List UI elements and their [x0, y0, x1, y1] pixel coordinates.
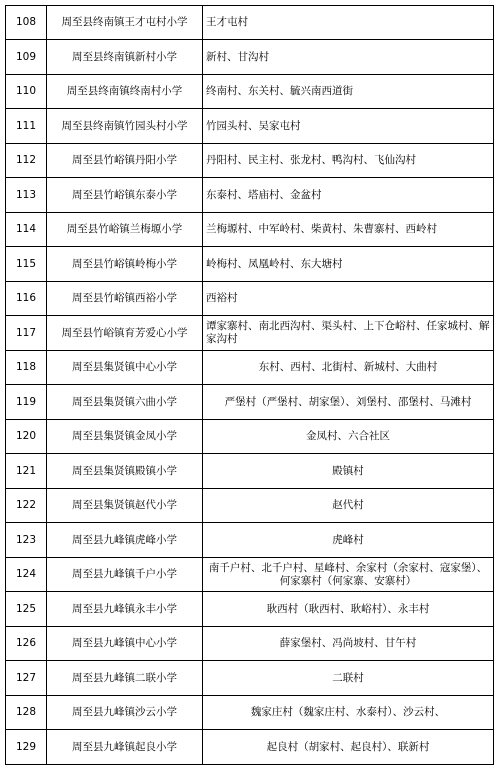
table-row [6, 109, 494, 144]
school-name: 周至县竹峪镇岭梅小学 [47, 247, 203, 282]
row-number: 121 [6, 454, 47, 489]
service-area: 竹园头村、吴家屯村 [203, 109, 494, 144]
school-name: 周至县终南镇王才屯村小学 [47, 6, 203, 40]
row-number: 129 [6, 730, 47, 765]
school-name: 周至县竹峪镇育芳爱心小学 [47, 316, 203, 351]
school-name: 周至县九峰镇中心小学 [47, 627, 203, 661]
table-row [6, 247, 494, 282]
school-name: 周至县集贤镇殿镇小学 [47, 454, 203, 489]
service-area: 岭梅村、凤凰岭村、东大塘村 [203, 247, 494, 282]
row-number: 115 [6, 247, 47, 282]
service-area: 二联村 [203, 661, 494, 696]
school-name: 周至县九峰镇虎峰小学 [47, 523, 203, 558]
table-row [6, 282, 494, 316]
table-row [6, 75, 494, 109]
table-row [6, 627, 494, 661]
service-area: 终南村、东关村、毓兴南西道街 [203, 75, 494, 109]
school-name: 周至县竹峪镇西裕小学 [47, 282, 203, 316]
row-number: 118 [6, 351, 47, 385]
row-number: 117 [6, 316, 47, 351]
table-row [6, 489, 494, 523]
row-number: 116 [6, 282, 47, 316]
row-number: 108 [6, 6, 47, 40]
school-name: 周至县九峰镇起良小学 [47, 730, 203, 765]
service-area: 殿镇村 [203, 454, 494, 489]
school-name: 周至县竹峪镇兰梅塬小学 [47, 213, 203, 247]
table-row [6, 6, 494, 40]
school-name: 周至县终南镇终南村小学 [47, 75, 203, 109]
table-row [6, 730, 494, 765]
row-number: 127 [6, 661, 47, 696]
table-row [6, 385, 494, 420]
row-number: 120 [6, 420, 47, 454]
row-number: 122 [6, 489, 47, 523]
school-name: 周至县集贤镇六曲小学 [47, 385, 203, 420]
table-row [6, 696, 494, 730]
service-area: 金凤村、六合社区 [203, 420, 494, 454]
service-area: 薛家堡村、冯尚坡村、甘午村 [203, 627, 494, 661]
service-area: 西裕村 [203, 282, 494, 316]
service-area: 王才屯村 [203, 6, 494, 40]
row-number: 110 [6, 75, 47, 109]
row-number: 113 [6, 178, 47, 213]
school-name: 周至县集贤镇中心小学 [47, 351, 203, 385]
school-name: 周至县终南镇竹园头村小学 [47, 109, 203, 144]
school-name: 周至县竹峪镇丹阳小学 [47, 144, 203, 178]
service-area: 东村、西村、北街村、新城村、大曲村 [203, 351, 494, 385]
service-area: 赵代村 [203, 489, 494, 523]
service-area: 南千户村、北千户村、星峰村、余家村（余家村、寇家堡）、何家寨村（何家寨、安寨村） [203, 558, 494, 592]
school-name: 周至县九峰镇千户小学 [47, 558, 203, 592]
row-number: 112 [6, 144, 47, 178]
service-area: 新村、甘沟村 [203, 40, 494, 75]
row-number: 123 [6, 523, 47, 558]
row-number: 125 [6, 592, 47, 627]
table-row [6, 592, 494, 627]
school-name: 周至县九峰镇二联小学 [47, 661, 203, 696]
table-row [6, 316, 494, 351]
service-area: 谭家寨村、南北西沟村、渠头村、上下仓峪村、任家城村、解家沟村 [203, 316, 494, 351]
table-row [6, 523, 494, 558]
row-number: 126 [6, 627, 47, 661]
table-row [6, 661, 494, 696]
table-row [6, 420, 494, 454]
row-number: 114 [6, 213, 47, 247]
row-number: 111 [6, 109, 47, 144]
service-area: 兰梅塬村、中军岭村、柴黄村、朱曹寨村、西岭村 [203, 213, 494, 247]
school-name: 周至县集贤镇金凤小学 [47, 420, 203, 454]
school-name: 周至县九峰镇永丰小学 [47, 592, 203, 627]
table-row [6, 178, 494, 213]
school-name: 周至县竹峪镇东泰小学 [47, 178, 203, 213]
table-body [6, 6, 494, 765]
service-area: 虎峰村 [203, 523, 494, 558]
service-area: 东泰村、塔庙村、金盆村 [203, 178, 494, 213]
school-name: 周至县集贤镇赵代小学 [47, 489, 203, 523]
row-number: 128 [6, 696, 47, 730]
service-area: 起良村（胡家村、起良村）、联新村 [203, 730, 494, 765]
service-area: 丹阳村、民主村、张龙村、鸭沟村、飞仙沟村 [203, 144, 494, 178]
table-row [6, 40, 494, 75]
table-row [6, 213, 494, 247]
service-area: 耿西村（耿西村、耿峪村）、永丰村 [203, 592, 494, 627]
school-name: 周至县九峰镇沙云小学 [47, 696, 203, 730]
service-area: 魏家庄村（魏家庄村、水泰村）、沙云村、 [203, 696, 494, 730]
school-district-table [5, 5, 494, 765]
row-number: 109 [6, 40, 47, 75]
table-row [6, 558, 494, 592]
row-number: 119 [6, 385, 47, 420]
table-row [6, 144, 494, 178]
school-name: 周至县终南镇新村小学 [47, 40, 203, 75]
table-row [6, 454, 494, 489]
service-area: 严堡村（严堡村、胡家堡）、刘堡村、邵堡村、马滩村 [203, 385, 494, 420]
row-number: 124 [6, 558, 47, 592]
table-row [6, 351, 494, 385]
